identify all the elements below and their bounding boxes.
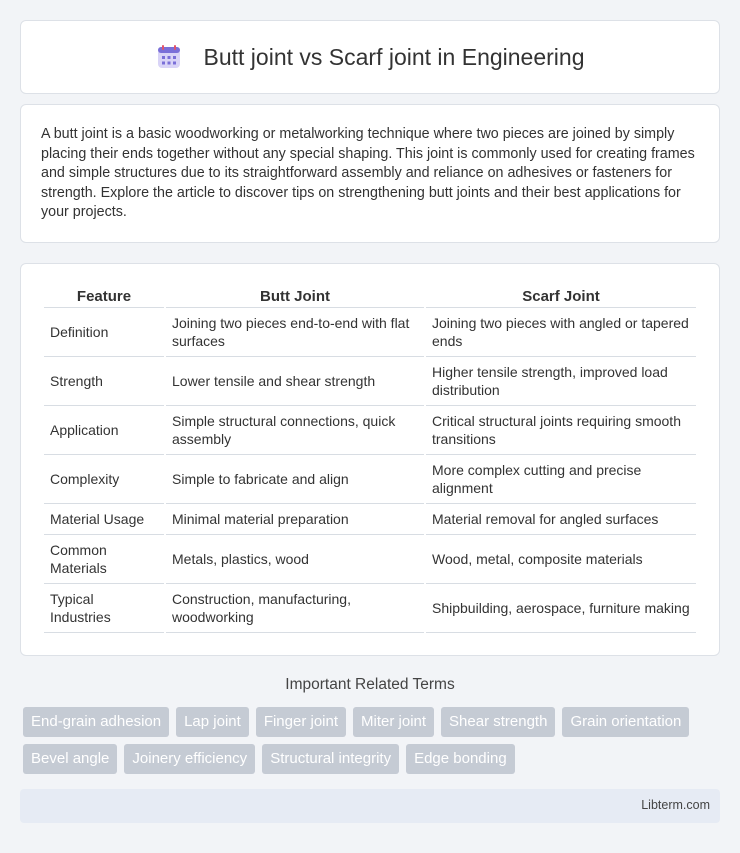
- row-feature: Definition: [44, 308, 164, 357]
- table-row: [44, 357, 696, 406]
- related-term-tag[interactable]: Miter joint: [353, 707, 434, 737]
- header-butt-joint: Butt Joint: [166, 280, 424, 308]
- row-feature: Complexity: [44, 455, 164, 504]
- row-scarf-value: Higher tensile strength, improved load distribution: [426, 357, 696, 406]
- related-term-tag[interactable]: Bevel angle: [23, 744, 117, 774]
- row-feature: Material Usage: [44, 504, 164, 535]
- row-scarf-value: More complex cutting and precise alignment: [426, 455, 696, 504]
- related-terms-title: Important Related Terms: [285, 676, 455, 693]
- row-butt-value: Joining two pieces end-to-end with flat surfaces: [166, 308, 424, 357]
- table-header-row: [44, 280, 696, 308]
- row-scarf-value: Material removal for angled surfaces: [426, 504, 696, 535]
- row-feature: Strength: [44, 357, 164, 406]
- table-row: [44, 308, 696, 357]
- intro-text: A butt joint is a basic woodworking or metalworking technique where two pieces are joined by simply placing their ends together without any special shaping. This joint is commonly used for creating frames and simple structures due to its straightforward assembly and reliance on adhesives or fasteners for strength. Explore the article to discover tips on strengthening butt joints and their best applications for your projects.: [41, 126, 695, 220]
- title-card: [20, 20, 720, 94]
- comparison-table: [42, 280, 698, 633]
- page-title: Butt joint vs Scarf joint in Engineering: [203, 43, 585, 70]
- calendar-grid-icon: [156, 44, 182, 70]
- related-term-tag[interactable]: Shear strength: [441, 707, 555, 737]
- footer-brand-link[interactable]: Libterm.com: [641, 798, 710, 812]
- row-butt-value: Simple structural connections, quick assembly: [166, 406, 424, 455]
- row-feature: Typical Industries: [44, 584, 164, 633]
- table-row: [44, 504, 696, 535]
- row-butt-value: Lower tensile and shear strength: [166, 357, 424, 406]
- row-butt-value: Construction, manufacturing, woodworking: [166, 584, 424, 633]
- related-term-tag[interactable]: Grain orientation: [562, 707, 689, 737]
- footer-bar: [20, 789, 720, 823]
- row-scarf-value: Joining two pieces with angled or tapered ends: [426, 308, 696, 357]
- row-butt-value: Metals, plastics, wood: [166, 535, 424, 584]
- table-row: [44, 455, 696, 504]
- row-butt-value: Simple to fabricate and align: [166, 455, 424, 504]
- related-term-tag[interactable]: Structural integrity: [262, 744, 399, 774]
- row-scarf-value: Shipbuilding, aerospace, furniture making: [426, 584, 696, 633]
- row-feature: Common Materials: [44, 535, 164, 584]
- header-feature: Feature: [44, 280, 164, 308]
- related-term-tag[interactable]: Finger joint: [256, 707, 346, 737]
- related-term-tag[interactable]: Joinery efficiency: [124, 744, 255, 774]
- related-terms-list: [23, 707, 723, 774]
- header-scarf-joint: Scarf Joint: [426, 280, 696, 308]
- row-scarf-value: Wood, metal, composite materials: [426, 535, 696, 584]
- table-row: [44, 406, 696, 455]
- table-row: [44, 535, 696, 584]
- intro-card: [20, 104, 720, 243]
- related-term-tag[interactable]: Lap joint: [176, 707, 249, 737]
- row-butt-value: Minimal material preparation: [166, 504, 424, 535]
- row-scarf-value: Critical structural joints requiring smooth transitions: [426, 406, 696, 455]
- related-term-tag[interactable]: End-grain adhesion: [23, 707, 169, 737]
- related-term-tag[interactable]: Edge bonding: [406, 744, 515, 774]
- row-feature: Application: [44, 406, 164, 455]
- table-row: [44, 584, 696, 633]
- comparison-card: [20, 263, 720, 656]
